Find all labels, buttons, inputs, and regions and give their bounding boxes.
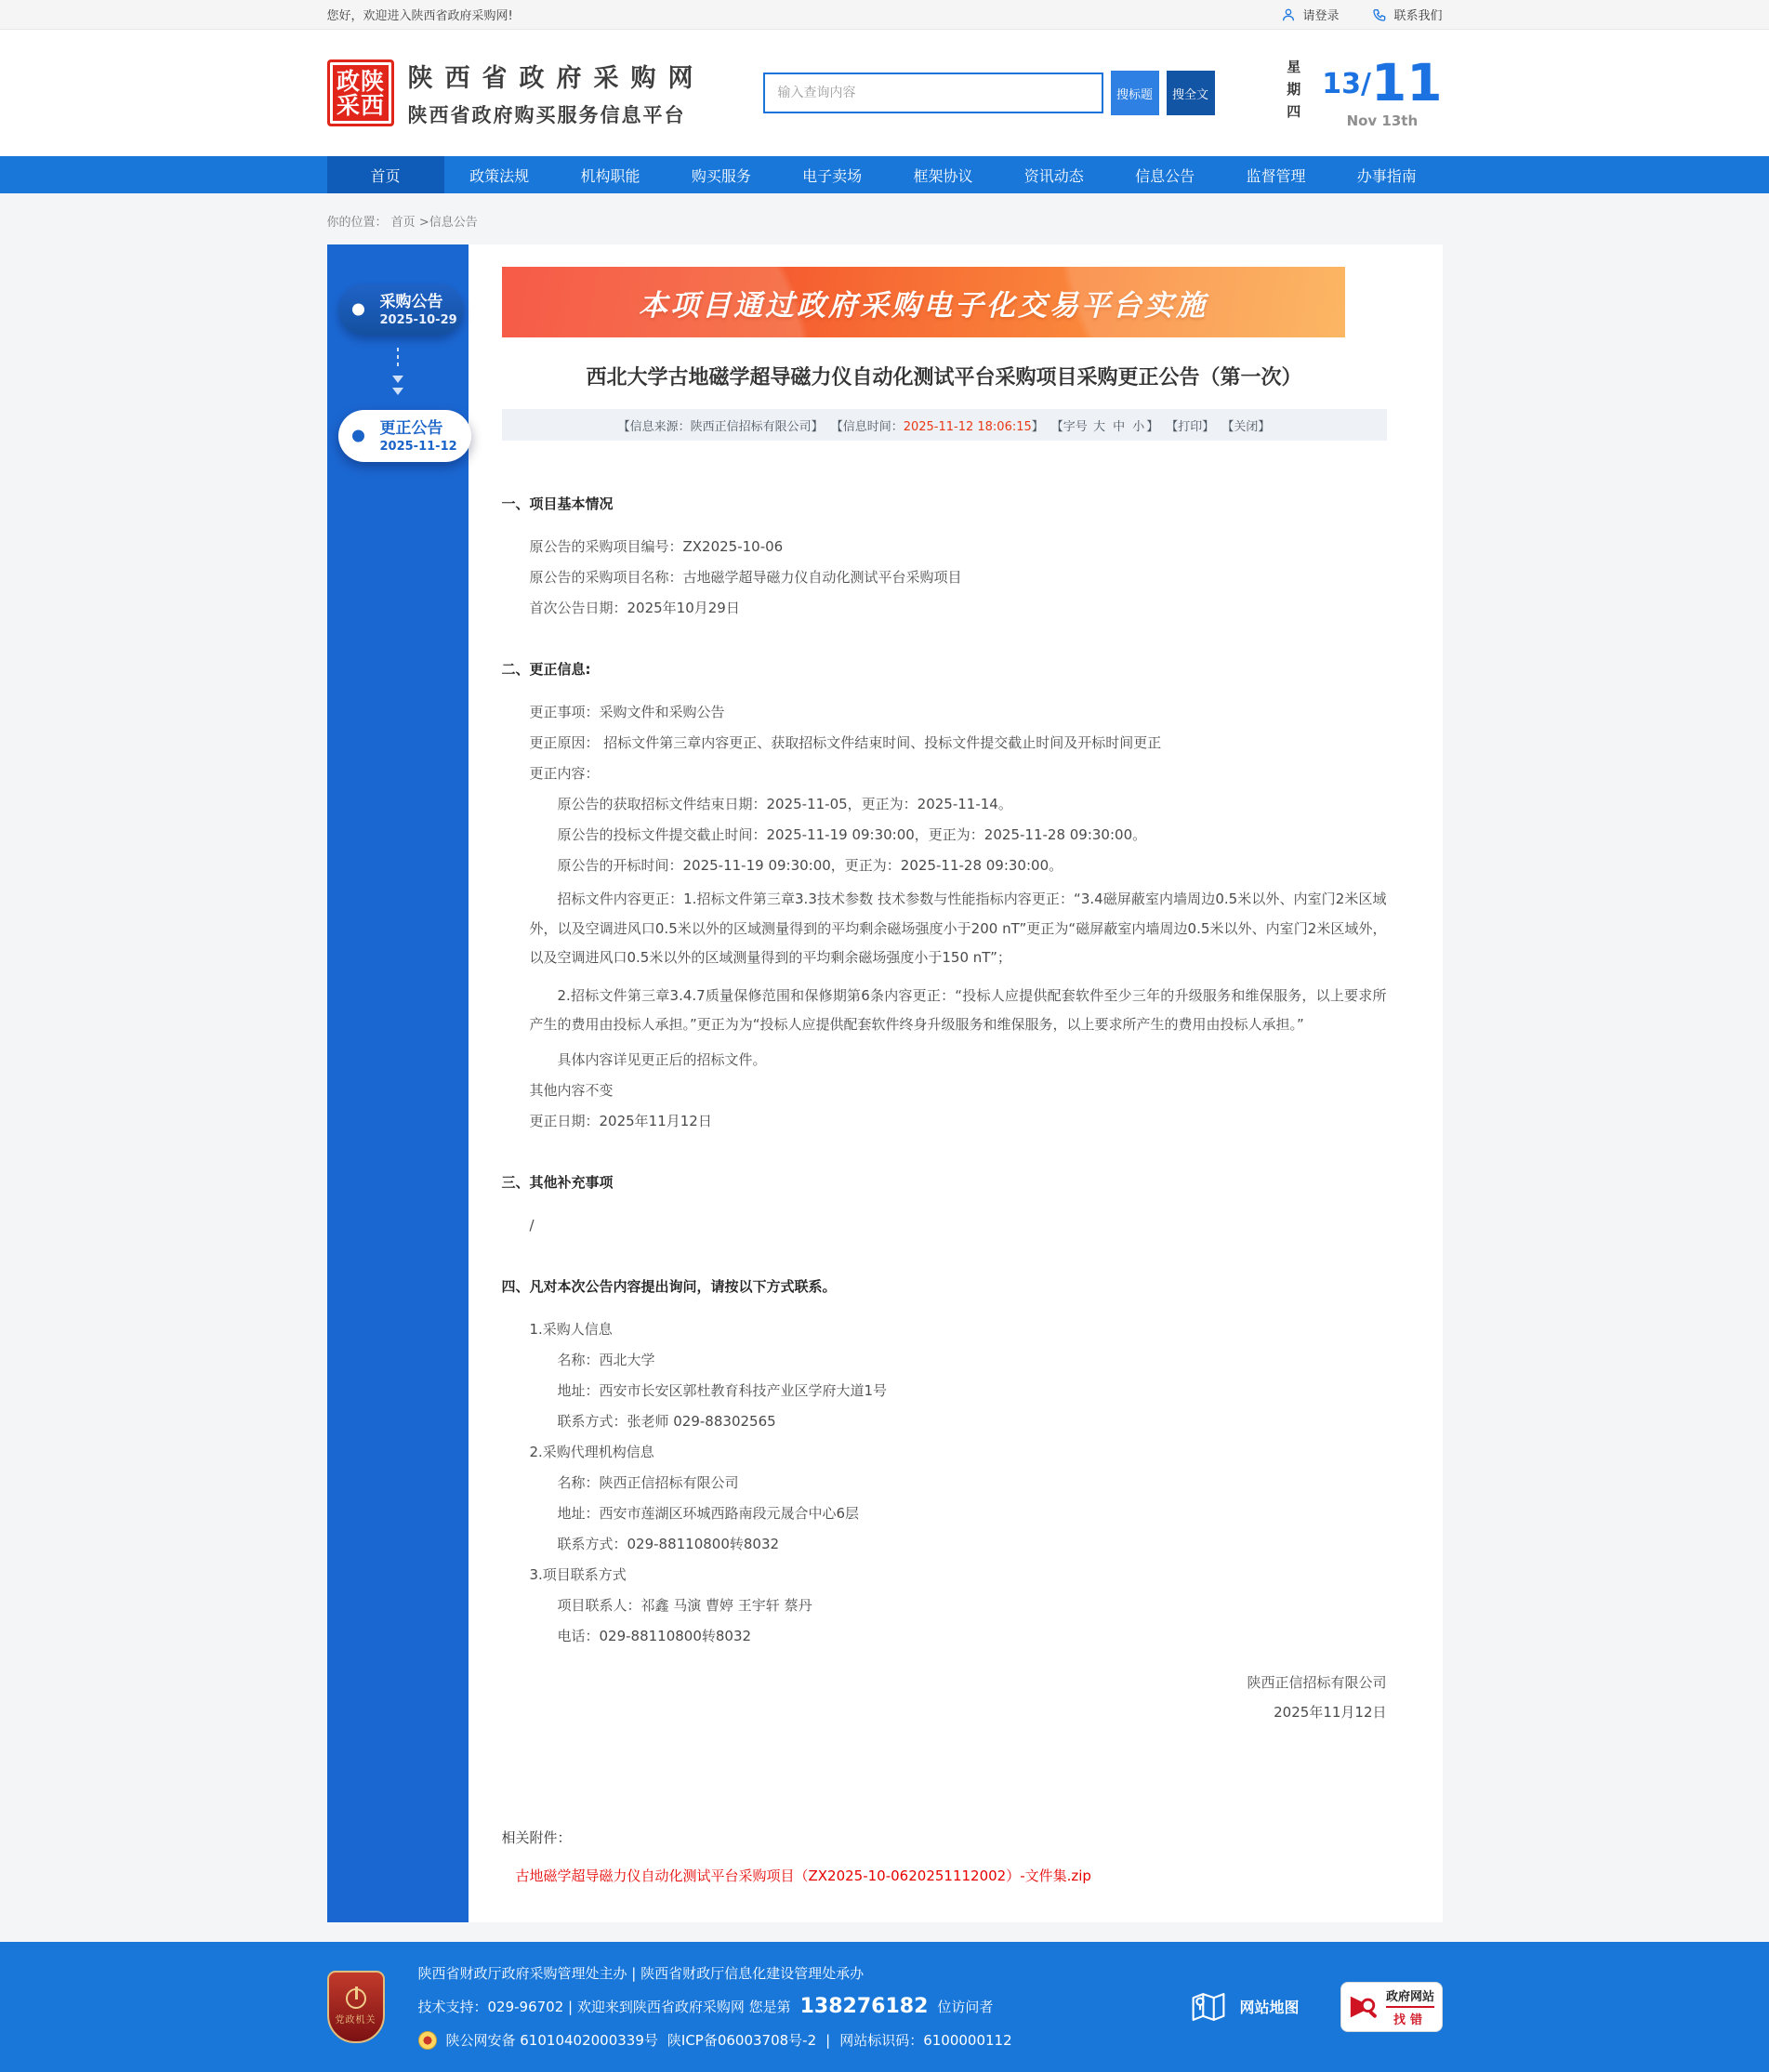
signature-date: 2025年11月12日 xyxy=(1274,1703,1387,1721)
visitor-count: 138276182 xyxy=(799,1994,929,2018)
sidebar-item-date: 2025-10-29 xyxy=(379,313,457,328)
close-button[interactable]: 【关闭】 xyxy=(1221,419,1271,434)
meta-time xyxy=(831,416,1044,434)
nav-item-policies[interactable]: 政策法规 xyxy=(469,166,530,185)
date-day: 13/ xyxy=(1322,67,1371,100)
search-fulltext-button[interactable]: 搜全文 xyxy=(1167,71,1215,115)
footer-organizer-line xyxy=(418,1957,1012,1990)
date-english: Nov 13th xyxy=(1346,112,1419,129)
banner-text: 本项目通过政府采购电子化交易平台实施 xyxy=(639,288,1208,323)
sitemap-label: 网站地图 xyxy=(1239,1999,1300,2016)
paragraph: 更正日期：2025年11月12日 xyxy=(529,1112,712,1129)
seal-char: 政 xyxy=(336,67,360,95)
icp-record-link[interactable]: 陕ICP备06003708号-2 xyxy=(667,2031,817,2049)
date-numbers xyxy=(1322,52,1443,112)
paragraph: 名称：陕西正信招标有限公司 xyxy=(557,1473,739,1491)
breadcrumb-current: >信息公告 xyxy=(418,216,478,230)
signature-company: 陕西正信招标有限公司 xyxy=(1247,1673,1387,1691)
organizer-text: 陕西省财政厅政府采购管理处主办 | 陕西省财政厅信息化建设管理处承办 xyxy=(417,1964,865,1982)
nav-item-announcements[interactable]: 信息公告 xyxy=(1135,166,1195,185)
sidebar-item-date: 2025-11-12 xyxy=(379,440,457,455)
search-bar xyxy=(763,71,1215,115)
brand-text xyxy=(408,58,706,128)
login-label: 请登录 xyxy=(1302,9,1340,23)
article-panel xyxy=(469,244,1443,1922)
support-text: 技术支持：029-96702 | 欢迎来到陕西省政府采购网 您是第 xyxy=(417,1998,791,2015)
fontsize-suffix: 】 xyxy=(1146,419,1159,434)
section-heading: 一、项目基本情况 xyxy=(501,495,614,512)
nav-item-e-market[interactable]: 电子卖场 xyxy=(802,166,863,185)
topbar xyxy=(0,0,1769,30)
visitor-suffix: 位访问者 xyxy=(937,1998,994,2015)
platform-banner xyxy=(502,267,1345,337)
footer-text-block xyxy=(418,1957,1012,2057)
date-display xyxy=(1284,52,1443,129)
paragraph: 更正原因： 招标文件第三章内容更正、获取招标文件结束时间、投标文件提交截止时间及开标时间更正 xyxy=(529,734,1162,751)
date-month: 11 xyxy=(1370,52,1443,112)
error-badge-title: 政府网站 xyxy=(1386,1986,1434,2008)
meta-time-suffix: 】 xyxy=(1031,419,1044,434)
welcome-text: 您好，欢迎进入陕西省政府采购网! xyxy=(326,9,513,23)
paragraph: 2.招标文件第三章3.4.7质量保修范围和保修期第6条内容更正：“投标人应提供配套软件至少三年的升级服务和维保服务，以上要求所产生的费用由投标人承担。”更正为为“投标人应提供配套软件终身升级服务和维保服务，以上要求所产生的费用由投标人承担。” xyxy=(529,986,1387,1033)
error-finder-icon xyxy=(1348,1991,1380,2023)
paragraph: 3.项目联系方式 xyxy=(529,1565,627,1583)
paragraph: 1.采购人信息 xyxy=(529,1320,613,1338)
paragraph: 招标文件内容更正：1.招标文件第三章3.3技术参数 技术参数与性能指标内容更正：“3.4磁屏蔽室内墙周边0.5米以外、内室门2米区域外，以及空调进风口0.5米以外的区域测量得到的平均剩余磁场强度小于200 nT”更正为“磁屏蔽室内墙周边0.5米以外、内室门2米区域外，以及空调进风口0.5米以外的区域测量得到的平均剩余磁场强度小于150 nT”； xyxy=(529,891,1387,966)
phone-icon xyxy=(1372,7,1387,22)
article-meta-bar xyxy=(502,409,1387,441)
paragraph: 其他内容不变 xyxy=(529,1081,614,1099)
site-logo[interactable] xyxy=(327,58,706,128)
shield-emblem-icon xyxy=(346,1988,366,2009)
meta-fontsize xyxy=(1051,416,1159,434)
paragraph: 更正事项：采购文件和采购公告 xyxy=(529,704,725,720)
section-heading: 四、凡对本次公告内容提出询问，请按以下方式联系。 xyxy=(501,1277,837,1295)
paragraph: 项目联系人：祁鑫 马演 曹婷 王宇轩 蔡丹 xyxy=(557,1596,812,1614)
breadcrumb xyxy=(327,193,1443,244)
nav-item-news[interactable]: 资讯动态 xyxy=(1023,166,1084,185)
user-icon xyxy=(1281,7,1296,22)
sidebar-item-correction-notice[interactable] xyxy=(338,410,471,462)
paragraph: 原公告的采购项目名称：古地磁学超导磁力仪自动化测试平台采购项目 xyxy=(529,569,962,586)
paragraph: / xyxy=(529,1216,535,1234)
topbar-links xyxy=(1281,6,1442,23)
gov-site-error-report-badge[interactable] xyxy=(1340,1982,1443,2032)
fontsize-label: 【字号 xyxy=(1050,419,1088,434)
paragraph: 电话：029-88110800转8032 xyxy=(557,1627,752,1644)
seal-char: 陕 xyxy=(360,67,384,95)
paragraph: 具体内容详见更正后的招标文件。 xyxy=(557,1050,767,1068)
article-body xyxy=(502,493,1387,1723)
paragraph: 首次公告日期：2025年10月29日 xyxy=(529,600,740,616)
police-record-link[interactable]: 陕公网安备 61010402000339号 xyxy=(445,2031,658,2049)
paragraph: 联系方式：张老师 029-88302565 xyxy=(557,1412,776,1430)
print-button[interactable]: 【打印】 xyxy=(1166,419,1215,434)
error-badge-sub: 找错 xyxy=(1393,2013,1427,2027)
timeline-sidebar xyxy=(327,244,469,1922)
breadcrumb-label: 你的位置： xyxy=(326,216,388,230)
footer xyxy=(0,1942,1769,2072)
record-divider: | xyxy=(825,2031,831,2049)
sitemap-link[interactable] xyxy=(1190,1990,1299,2024)
sidebar-item-title: 更正公告 xyxy=(379,418,443,438)
site-subtitle: 陕西省政府购买服务信息平台 xyxy=(407,104,686,126)
paragraph: 原公告的获取招标文件结束日期：2025-11-05，更正为：2025-11-14。 xyxy=(557,796,1012,812)
contact-link[interactable] xyxy=(1372,6,1442,23)
attachments-section xyxy=(502,1828,1387,1885)
nav-item-home[interactable]: 首页 xyxy=(327,156,444,193)
footer-record-line xyxy=(418,2024,1012,2057)
paragraph: 地址：西安市长安区郭杜教育科技产业区学府大道1号 xyxy=(557,1381,888,1399)
attachments-label: 相关附件： xyxy=(501,1828,572,1846)
footer-right xyxy=(1190,1982,1442,2032)
site-code: 网站标识码：6100000112 xyxy=(839,2031,1012,2049)
paragraph: 地址：西安市莲湖区环城西路南段元晟合中心6层 xyxy=(557,1504,860,1522)
nav-item-guide[interactable]: 办事指南 xyxy=(1356,166,1417,185)
sidebar-item-title: 采购公告 xyxy=(379,292,443,311)
logo-seal-icon xyxy=(327,59,394,126)
paragraph: 原公告的开标时间：2025-11-19 09:30:00，更正为：2025-11-28 09:30:00。 xyxy=(557,857,1063,874)
main-nav xyxy=(0,156,1769,193)
fontsize-medium-button[interactable]: 中 xyxy=(1113,419,1126,434)
sidebar-item-procurement-notice[interactable] xyxy=(338,284,464,336)
date-weekday: 星期四 xyxy=(1285,59,1302,126)
timeline-arrow xyxy=(327,336,469,410)
fontsize-small-button[interactable]: 小 xyxy=(1132,419,1145,434)
party-government-shield-icon xyxy=(327,1971,385,2043)
nav-item-framework[interactable]: 框架协议 xyxy=(913,166,973,185)
site-title: 陕西省政府采购网 xyxy=(407,64,706,93)
footer-support-line xyxy=(418,1990,1012,2024)
contact-label: 联系我们 xyxy=(1393,9,1443,23)
nav-item-functions[interactable]: 机构职能 xyxy=(580,166,640,185)
fontsize-large-button[interactable]: 大 xyxy=(1092,419,1105,434)
meta-time-value: 2025-11-12 18:06:15 xyxy=(903,419,1032,434)
section-heading: 二、更正信息: xyxy=(501,661,591,678)
breadcrumb-home-link[interactable]: 首页 xyxy=(390,216,416,230)
meta-time-prefix: 【信息时间： xyxy=(830,419,904,434)
seal-char: 西 xyxy=(360,91,384,119)
nav-item-supervision[interactable]: 监督管理 xyxy=(1246,166,1306,185)
section-heading: 三、其他补充事项 xyxy=(501,1173,614,1191)
nav-item-purchase-services[interactable]: 购买服务 xyxy=(691,166,751,185)
login-link[interactable] xyxy=(1281,6,1339,23)
paragraph: 2.采购代理机构信息 xyxy=(529,1443,654,1460)
header xyxy=(0,30,1769,156)
paragraph: 原公告的投标文件提交截止时间：2025-11-19 09:30:00，更正为：2025-11-28 09:30:00。 xyxy=(557,826,1147,843)
timeline-dot-icon xyxy=(352,304,364,316)
page-title: 西北大学古地磁学超导磁力仪自动化测试平台采购项目采购更正公告（第一次） xyxy=(586,366,1302,389)
shield-label: 党政机关 xyxy=(335,2014,376,2026)
content-area xyxy=(327,244,1443,1922)
search-title-button[interactable]: 搜标题 xyxy=(1111,71,1159,115)
timeline-dot-icon xyxy=(352,430,364,442)
seal-char: 采 xyxy=(336,91,360,119)
paragraph: 名称：西北大学 xyxy=(557,1351,655,1368)
dashed-down-arrow-icon xyxy=(391,346,404,400)
search-input[interactable] xyxy=(763,73,1103,113)
paragraph: 更正内容： xyxy=(529,765,600,782)
attachment-file-link[interactable]: 古地磁学超导磁力仪自动化测试平台采购项目（ZX2025-10-0620251112002）-文件集.zip xyxy=(515,1867,1091,1884)
meta-source: 【信息来源：陕西正信招标有限公司】 xyxy=(617,419,824,434)
police-badge-icon xyxy=(418,2031,437,2050)
error-badge-text xyxy=(1386,1986,1434,2027)
map-icon xyxy=(1190,1990,1227,2024)
paragraph: 联系方式：029-88110800转8032 xyxy=(557,1535,780,1552)
paragraph: 原公告的采购项目编号：ZX2025-10-06 xyxy=(529,538,784,555)
